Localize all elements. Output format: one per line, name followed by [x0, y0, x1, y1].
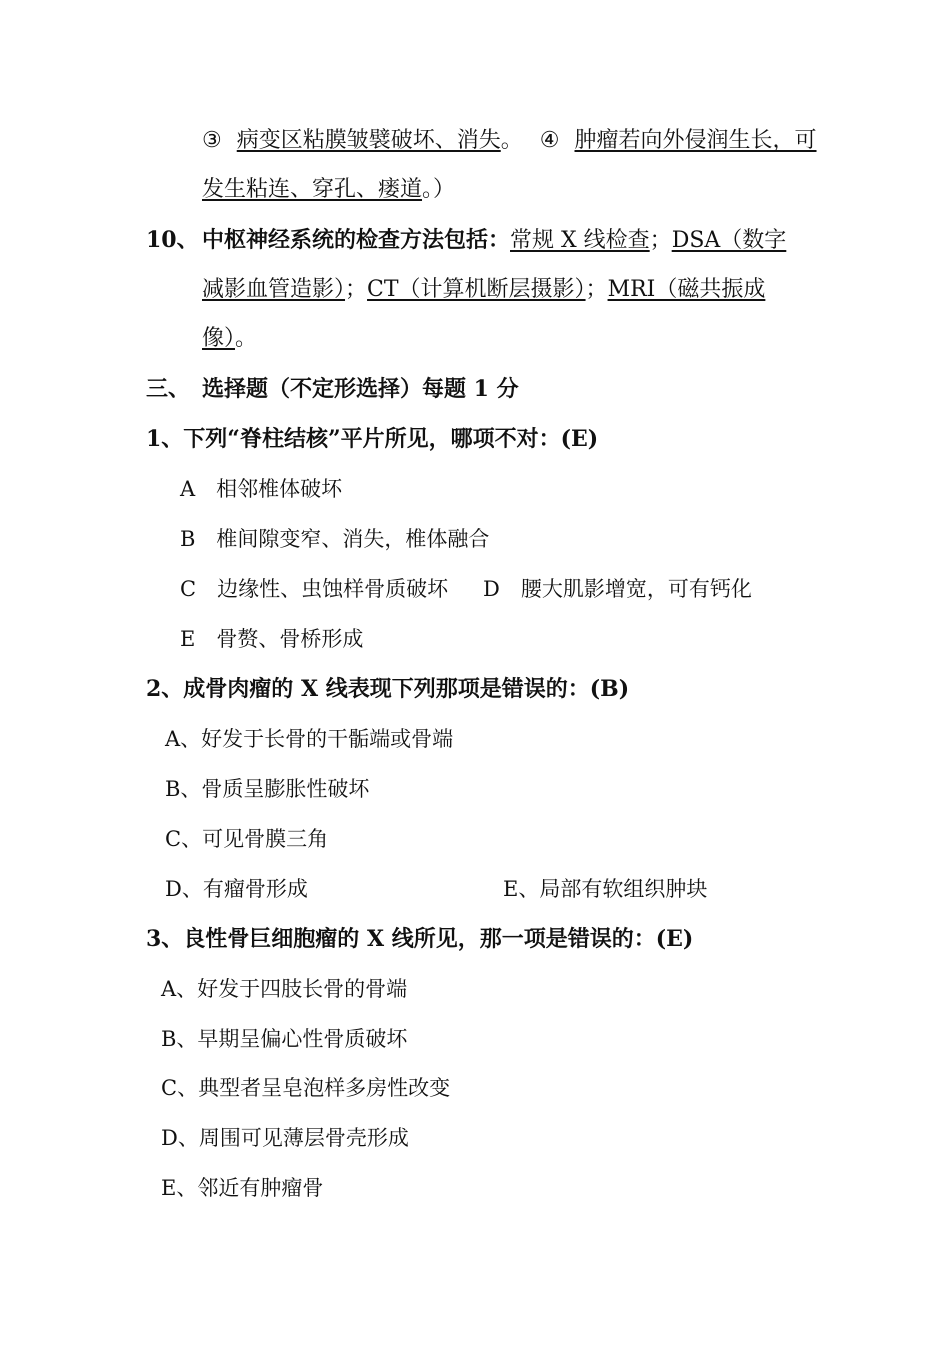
- separator: ；: [585, 277, 608, 302]
- q10-answer-ct: CT（计算机断层摄影）: [367, 277, 586, 302]
- punctuation: 。）: [422, 177, 456, 202]
- question-1-option-b: B 椎间隙变窄、消失，椎体融合: [180, 527, 490, 551]
- q10-line-1: [202, 225, 786, 256]
- circled-number-4: ④: [539, 128, 560, 153]
- q10-answer-mri-a: MRI（磁共振成: [607, 277, 766, 302]
- answer-text-3: 病变区粘膜皱襞破坏、消失: [236, 128, 501, 153]
- q10-answer-xray: 常规 X 线检查: [510, 228, 650, 253]
- question-2-stem: 2、成骨肉瘤的 X 线表现下列那项是错误的：(B): [146, 676, 630, 702]
- question-1-option-d: D 腰大肌影增宽，可有钙化: [483, 577, 752, 601]
- continuation-line-1: [202, 126, 817, 156]
- q10-answer-dsa-a: DSA（数字: [671, 228, 787, 253]
- question-1-option-e: E 骨赘、骨桥形成: [180, 627, 364, 651]
- question-3-option-e: E、邻近有肿瘤骨: [161, 1176, 324, 1200]
- question-2-option-a: A、好发于长骨的干骺端或骨端: [165, 727, 454, 751]
- question-1-stem: 1、下列“脊柱结核”平片所见，哪项不对：(E): [146, 426, 599, 452]
- punctuation: 。: [235, 326, 258, 351]
- circled-number-3: ③: [202, 128, 222, 153]
- question-1-option-a: A 相邻椎体破坏: [180, 477, 343, 501]
- q10-answer-dsa-b: 减影血管造影）: [202, 277, 346, 302]
- q10-number: 10、: [146, 227, 199, 253]
- question-2-option-b: B、骨质呈膨胀性破坏: [165, 777, 370, 801]
- q10-line-2: [202, 275, 765, 305]
- question-3-option-a: A、好发于四肢长骨的骨端: [161, 977, 408, 1001]
- question-2-option-d: D、有瘤骨形成: [165, 877, 308, 901]
- question-3-stem: 3、良性骨巨细胞瘤的 X 线所见，那一项是错误的：(E): [146, 926, 694, 952]
- q10-line-3: [202, 324, 257, 354]
- punctuation: 。: [500, 128, 523, 153]
- answer-text-4b: 发生粘连、穿孔、瘘道: [202, 177, 423, 202]
- question-2-option-e: E、局部有软组织肿块: [503, 877, 708, 901]
- separator: ；: [345, 277, 368, 302]
- question-3-option-b: B、早期呈偏心性骨质破坏: [161, 1027, 408, 1051]
- question-2-option-c: C、可见骨膜三角: [165, 827, 329, 851]
- q10-answer-mri-b: 像）: [202, 326, 236, 351]
- section-number: 三、: [146, 376, 191, 402]
- continuation-line-2: [202, 175, 455, 205]
- separator: ；: [649, 228, 672, 253]
- q10-stem: 中枢神经系统的检查方法包括：: [202, 227, 511, 253]
- question-3-option-c: C、典型者呈皂泡样多房性改变: [161, 1076, 451, 1100]
- question-3-option-d: D、周围可见薄层骨壳形成: [161, 1126, 409, 1150]
- answer-text-4a: 肿瘤若向外侵润生长，可: [574, 128, 817, 153]
- section-title: 选择题（不定形选择）每题 1 分: [202, 376, 519, 402]
- question-1-option-c: C 边缘性、虫蚀样骨质破坏: [180, 577, 449, 601]
